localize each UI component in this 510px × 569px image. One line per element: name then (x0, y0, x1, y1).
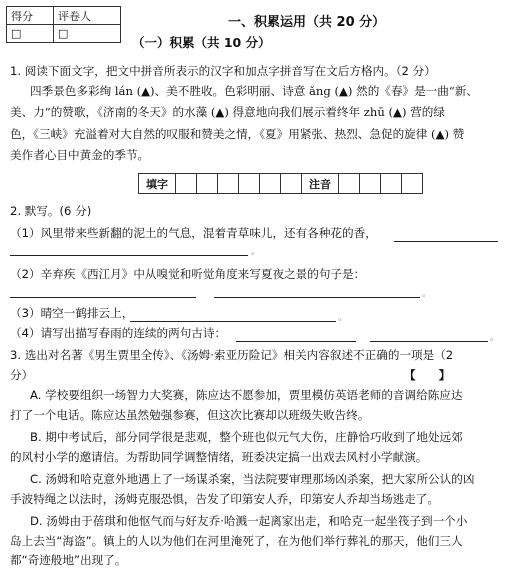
pinyin-cell[interactable] (402, 174, 423, 194)
grader-label: 评卷人 (54, 7, 121, 25)
score-checkbox[interactable]: □ (11, 27, 22, 40)
pinyin-cell[interactable] (360, 174, 381, 194)
period-mark: 。 (490, 333, 500, 343)
period-mark: 。 (338, 313, 348, 323)
q3-option-d-line1: D. 汤姆由于蓓琪和他怄气而与好友乔·哈溅一起离家出走，和哈克一起坐筏子到一个小 (30, 514, 468, 528)
q2-item1: （1）风里带来些新翻的泥土的气息，混着青草味儿，还有各种花的香， (10, 226, 377, 240)
q3-option-c-line1: C. 汤姆和哈克意外地遇上了一场谋杀案，当法院要审理那场凶杀案，把大家所公认的凶 (30, 472, 475, 486)
q1-passage-line4: 美作者心目中黄金的季节。 (10, 148, 150, 162)
pinyin-cell[interactable] (339, 174, 360, 194)
pinyin-cell[interactable] (381, 174, 402, 194)
q3-option-a-line1: A. 学校要组织一场智力大奖赛，陈应达不愿参加，贾里模仿英语老师的音调给陈应达 (30, 388, 463, 402)
q3-answer-bracket[interactable]: 【 】 (404, 368, 451, 382)
fill-char-cell[interactable] (218, 174, 239, 194)
q1-passage-line3: 色，《三峡》充溢着对大自然的叹服和赞美之情，《夏》用紧张、热烈、急促的旋律 (▲) 赞 (10, 127, 465, 141)
q1-answer-grid (138, 173, 423, 194)
q2-title: 2. 默写。(6 分) (10, 204, 92, 218)
fill-char-cell[interactable] (281, 174, 302, 194)
q3-prompt: 3. 选出对名著《男生贾里全传》、《汤姆·索亚历险记》相关内容叙述不正确的一项是（2 (10, 348, 454, 362)
period-mark: 。 (251, 247, 261, 257)
subsection-title: （一）积累（共 10 分） (132, 35, 271, 50)
section-title: 一、积累运用（共 20 分） (228, 15, 386, 30)
q3-option-c-line2: 手波特绳之以法时，汤姆克服恐惧，告发了印第安人乔，印第安人乔却当场逃走了。 (10, 492, 439, 506)
q2-item2-blank-b[interactable] (214, 286, 420, 298)
score-cell[interactable] (7, 25, 54, 43)
grader-checkbox[interactable]: □ (58, 27, 69, 40)
fill-char-label: 填字 (139, 174, 176, 194)
q1-passage-line1: 四季景色多彩绚 lán (▲)、美不胜收。色彩明丽、诗意 ǎng (▲) 然的《春》是一曲“新、 (30, 84, 478, 98)
q2-item4-blank-a[interactable] (236, 330, 356, 342)
q2-item2: （2）辛弃疾《西江月》中从嗅觉和听觉角度来写夏夜之景的句子是： (10, 267, 366, 281)
q2-item4: （4）请写出描写春雨的连续的两句古诗： (10, 326, 227, 340)
q1-passage-line2: 美、力”的赞歌，《济南的冬天》的水藻 (▲) 得意地向我们展示着终年 zhū (▲) 营的绿 (10, 105, 445, 119)
q3-option-b-line1: B. 期中考试后，部分同学很是悲观，整个班也似元气大伤，庄静恰巧收到了地处远郊 (30, 430, 463, 444)
q1-prompt: 1. 阅读下面文字，把文中拼音所表示的汉字和加点字拼音写在文后方格内。（2 分） (10, 64, 436, 78)
q2-item4-blank-b[interactable] (370, 330, 488, 342)
grader-cell[interactable] (54, 25, 121, 43)
q2-item2-blank-a[interactable] (10, 286, 196, 298)
q3-option-d-line3: 都“奇迹般地”出现了。 (10, 553, 127, 567)
q3-option-d-line2: 岛上去当“海盗”。镇上的人以为他们在河里淹死了，在为他们举行葬礼的那天，他们三人 (10, 534, 463, 548)
fill-char-cell[interactable] (239, 174, 260, 194)
q2-item3-blank[interactable] (130, 310, 336, 322)
q3-option-a-line2: 打了一个电话。陈应达虽然勉强参赛，但这次比赛却以班级失败告终。 (10, 408, 370, 422)
q2-item1-blank-a[interactable] (394, 230, 498, 242)
score-box (6, 6, 121, 43)
pinyin-label: 注音 (302, 174, 339, 194)
q3-option-b-line2: 的风村小学的邀请信。为帮助同学调整情绪，班委决定搞一出戏去风村小学献演。 (10, 450, 428, 464)
fill-char-cell[interactable] (197, 174, 218, 194)
score-label: 得分 (7, 7, 54, 25)
q2-item1-blank-b[interactable] (10, 244, 248, 256)
q3-prompt-cont: 分） (10, 368, 34, 382)
fill-char-cell[interactable] (260, 174, 281, 194)
fill-char-cell[interactable] (176, 174, 197, 194)
period-mark: 。 (422, 289, 432, 299)
q2-item3: （3）晴空一鹤排云上， (10, 306, 134, 320)
